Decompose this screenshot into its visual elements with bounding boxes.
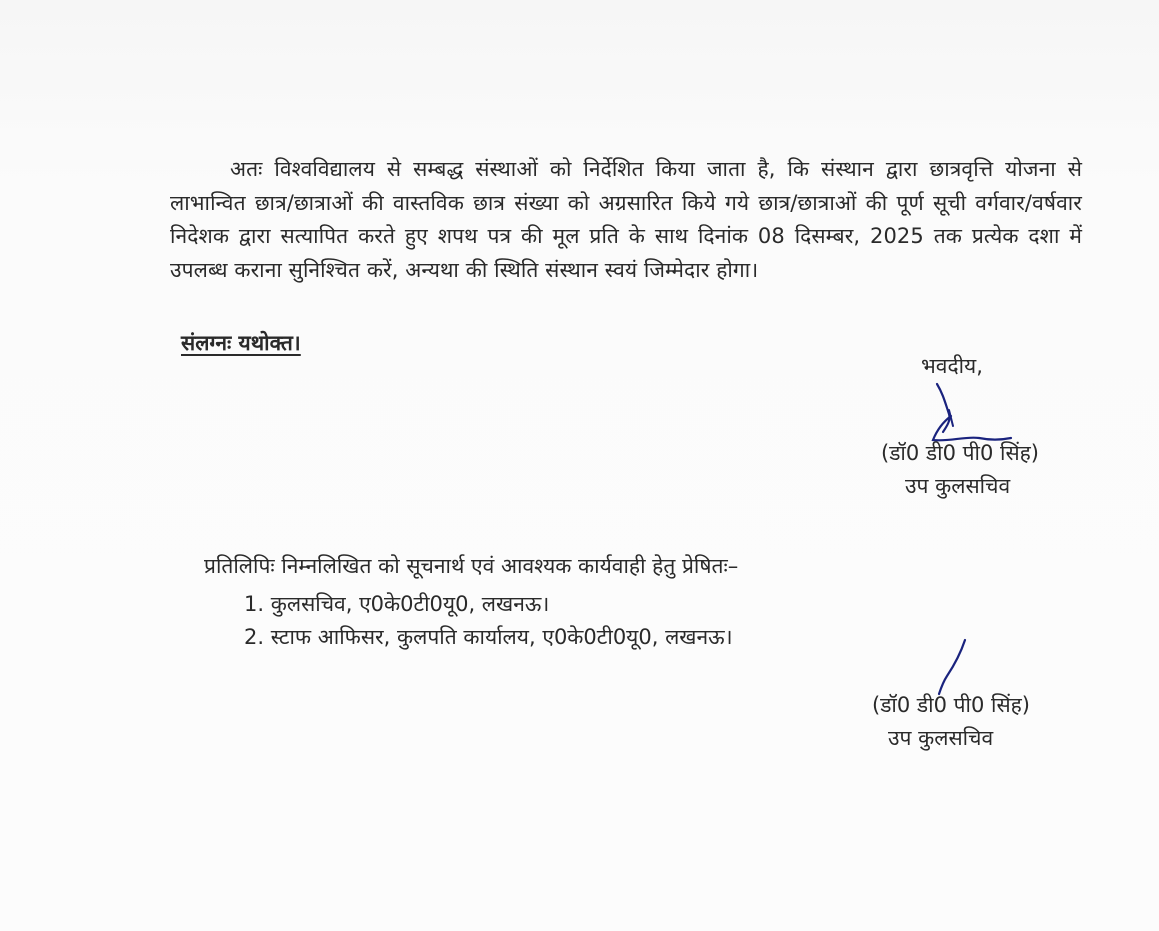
copy-to-heading: प्रतिलिपिः निम्नलिखित को सूचनार्थ एवं आवश्यक कार्यवाही हेतु प्रेषितः– [204, 554, 739, 578]
signatory-designation: उप कुलसचिव [888, 726, 994, 750]
closing-salutation: भवदीय, [921, 354, 983, 378]
copy-to-list [244, 588, 733, 654]
signature-block-2 [872, 689, 1030, 755]
attachment-note: संलग्नः यथोक्त। [181, 331, 301, 355]
signatory-name: (डॉ0 डी0 पी0 सिंह) [872, 693, 1030, 717]
list-item: 2. स्टाफ आफिसर, कुलपति कार्यालय, ए0के0टी0यू0, लखनऊ। [244, 625, 733, 649]
signatory-designation: उप कुलसचिव [905, 474, 1011, 498]
list-item: 1. कुलसचिव, ए0के0टी0यू0, लखनऊ। [244, 592, 550, 616]
letter-body-paragraph: अतः विश्वविद्यालय से सम्बद्ध संस्थाओं को निर्देशित किया जाता है, कि संस्थान द्वारा छात्रवृत्ति योजना से लाभान्वित छात्र/छात्राओं की वास्तविक छात्र संख्या को अग्रसारित किये गये छात्र/छात्राओं की पूर्ण सूची वर्गवार/वर्षवार निदेशक द्वारा सत्यापित करते हुए शपथ पत्र की मूल प्रति के साथ दिनांक 08 दिसम्बर, 2025 तक प्रत्येक दशा में उपलब्ध कराना सुनिश्चित करें, अन्यथा की स्थिति संस्थान स्वयं जिम्मेदार होगा। [170, 157, 1082, 282]
signature-block-1 [881, 437, 1039, 503]
signatory-name: (डॉ0 डी0 पी0 सिंह) [881, 441, 1039, 465]
